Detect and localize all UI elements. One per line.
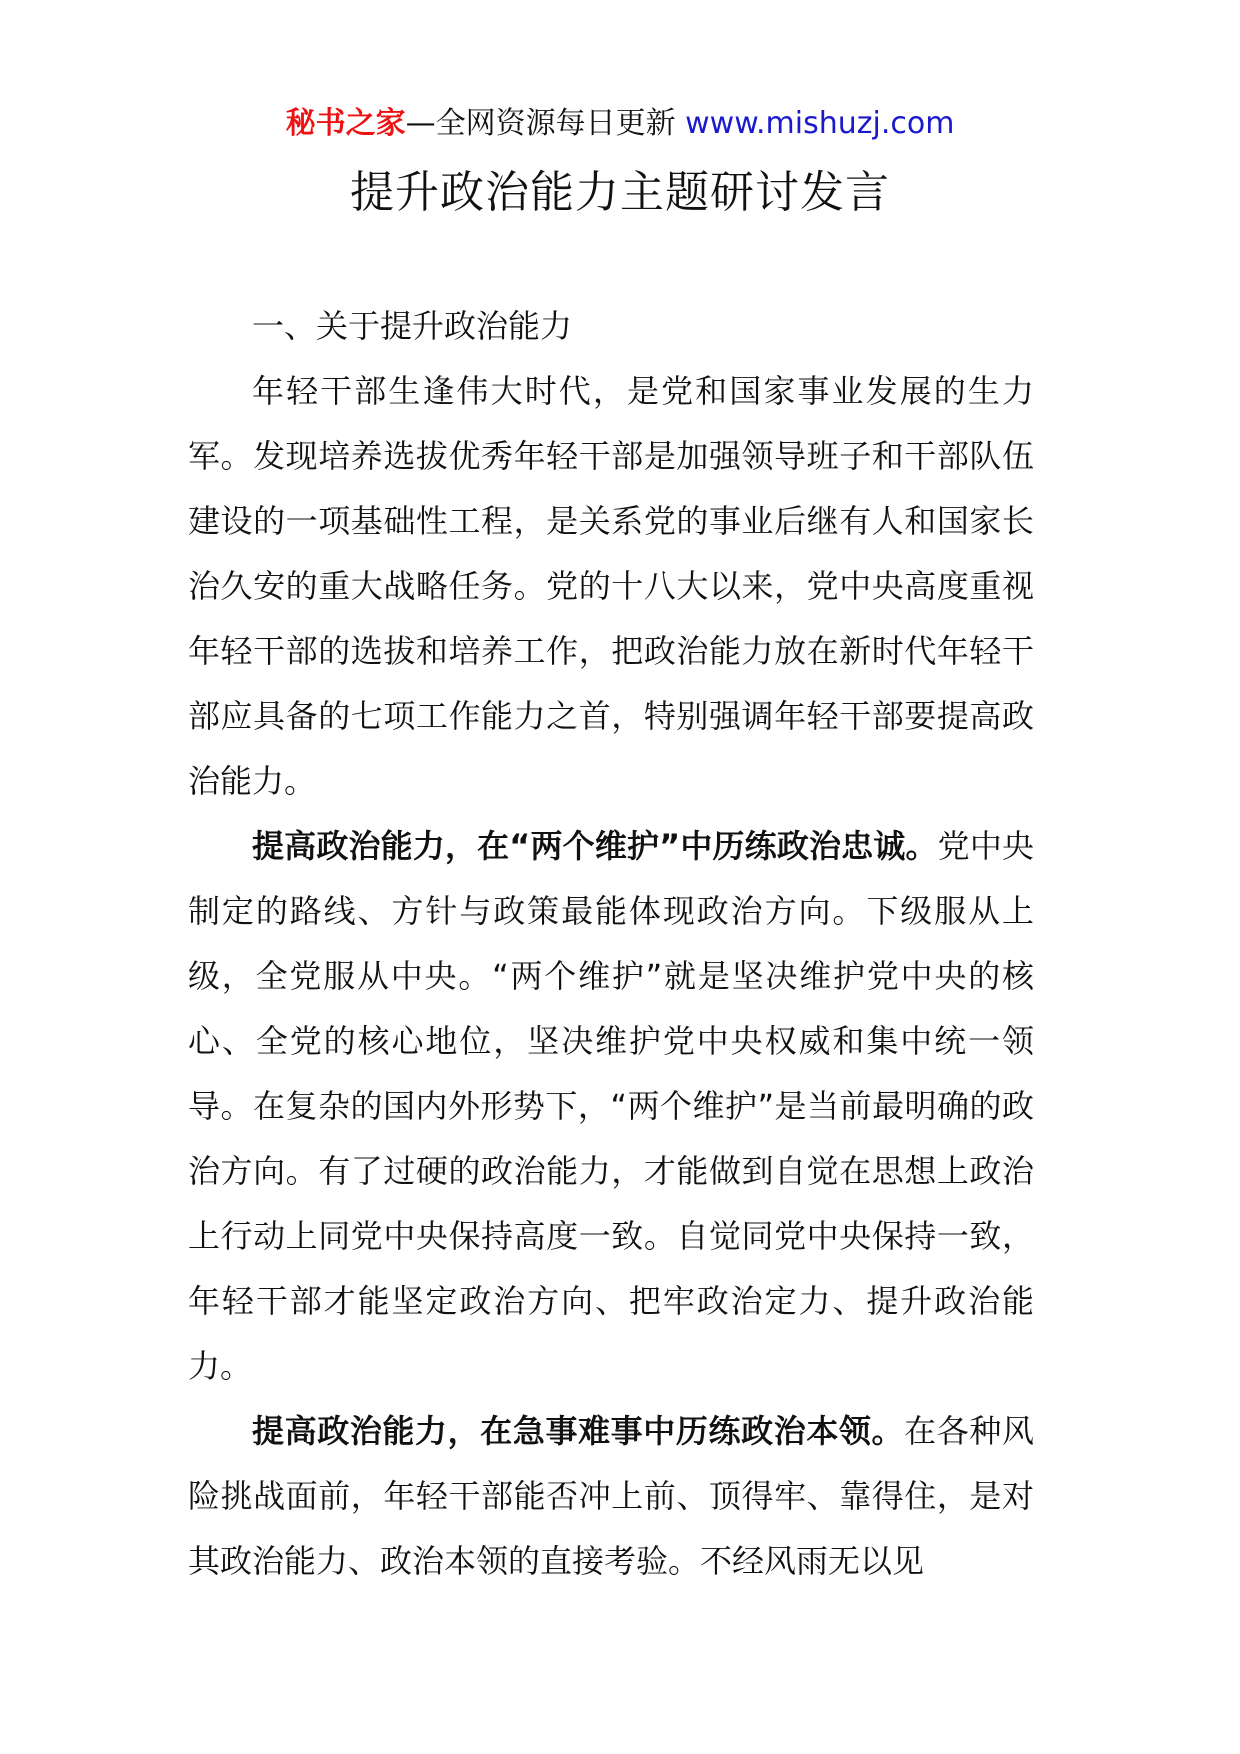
paragraph-3-text: 在各种风险挑战面前，年轻干部能否冲上前、顶得牢、靠得住，是对其政治能力、政治本领的直接考验。不经风雨无以见 [188, 1412, 1034, 1580]
brand-name: 秘书之家 [285, 106, 406, 141]
paragraph-1 [188, 359, 1034, 814]
paragraph-2-text: 党中央制定的路线、方针与政策最能体现政治方向。下级服从上级，全党服从中央。“两个维护”就是坚决维护党中央的核心、全党的核心地位，坚决维护党中央权威和集中统一领导。在复杂的国内外形势下，“两个维护”是当前最明确的政治方向。有了过硬的政治能力，才能做到自觉在思想上政治上行动上同党中央保持高度一致。自觉同党中央保持一致，年轻干部才能坚定政治方向、把牢政治定力、提升政治能力。 [188, 827, 1034, 1385]
paragraph-3-lead: 提高政治能力，在急事难事中历练政治本领。 [252, 1412, 905, 1450]
document-body [188, 294, 1034, 1594]
paragraph-1-text: 年轻干部生逢伟大时代，是党和国家事业发展的生力军。发现培养选拔优秀年轻干部是加强领导班子和干部队伍建设的一项基础性工程，是关系党的事业后继有人和国家长治久安的重大战略任务。党的十八大以来，党中央高度重视年轻干部的选拔和培养工作，把政治能力放在新时代年轻干部应具备的七项工作能力之首，特别强调年轻干部要提高政治能力。 [188, 372, 1034, 800]
paragraph-2 [188, 814, 1034, 1399]
banner-tagline: —全网资源每日更新 [405, 106, 686, 141]
paragraph-3 [188, 1399, 1034, 1594]
site-url-link[interactable]: www.mishuzj.com [685, 106, 955, 141]
paragraph-2-lead: 提高政治能力，在“两个维护”中历练政治忠诚。 [252, 827, 938, 865]
section-heading: 一、关于提升政治能力 [252, 307, 573, 345]
document-title: 提升政治能力主题研讨发言 [350, 167, 890, 218]
site-banner [0, 102, 1240, 146]
